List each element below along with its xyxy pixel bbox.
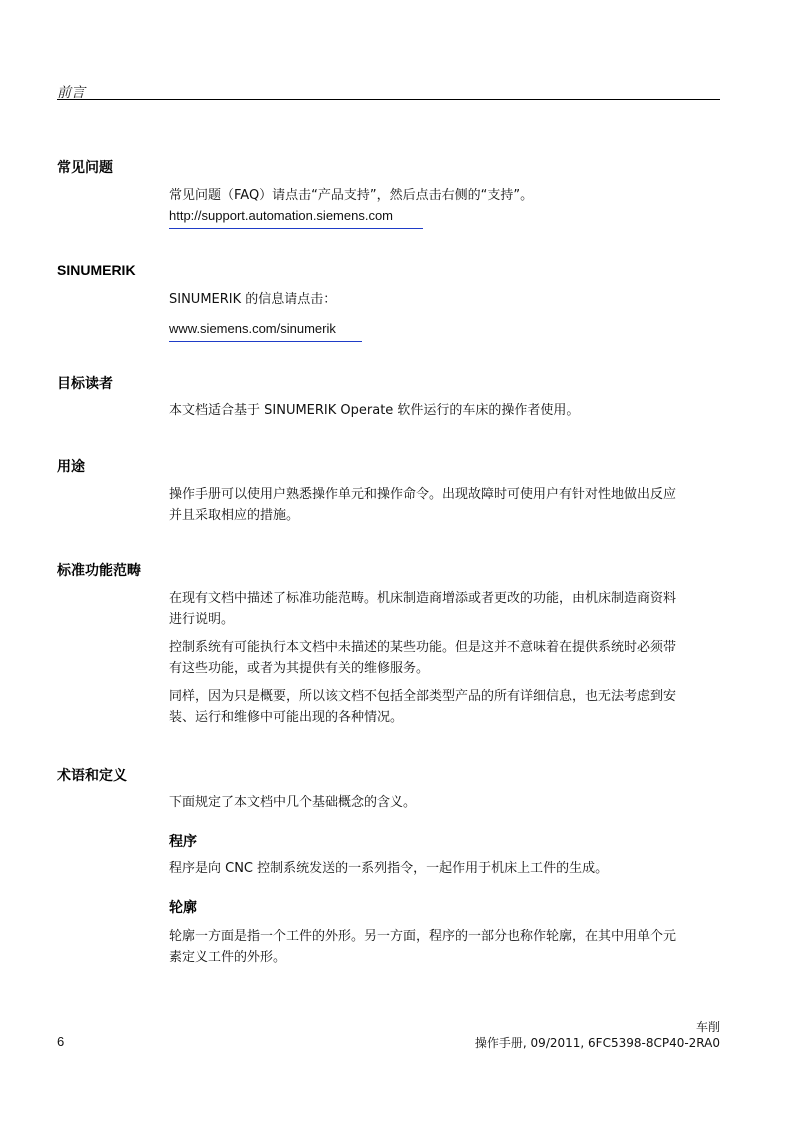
footer-product: 车削 <box>695 1020 720 1034</box>
sinumerik-text: SINUMERIK 的信息请点击： <box>169 292 337 307</box>
faq-support-link[interactable]: http://support.automation.siemens.com <box>169 207 423 229</box>
section-body-audience <box>169 400 721 421</box>
section-heading-audience: 目标读者 <box>57 376 113 392</box>
subheading-contour: 轮廓 <box>169 900 197 916</box>
footer-page-number: 6 <box>57 1034 65 1049</box>
scope-p2-line-2: 有这些功能，或者为其提供有关的维修服务。 <box>169 661 430 676</box>
faq-text: 常见问题（FAQ）请点击“产品支持”，然后点击右侧的“支持”。 <box>169 188 534 203</box>
section-heading-sinumerik: SINUMERIK <box>57 262 136 278</box>
footer-document-id: 操作手册, 09/2011, 6FC5398-8CP40-2RA0 <box>474 1036 720 1050</box>
section-body-contour <box>169 926 721 968</box>
scope-p1-line-2: 进行说明。 <box>169 612 235 627</box>
section-body-sinumerik <box>169 289 721 342</box>
contour-line-1: 轮廓一方面是指一个工件的外形。另一方面，程序的一部分也称作轮廓，在其中用单个元 <box>169 929 677 944</box>
section-body-program <box>169 858 721 879</box>
scope-p2-line-1: 控制系统有可能执行本文档中未描述的某些功能。但是这并不意味着在提供系统时必须带 <box>169 640 677 655</box>
header-rule <box>57 99 720 100</box>
section-heading-terms: 术语和定义 <box>57 768 127 784</box>
section-heading-scope: 标准功能范畴 <box>57 563 141 579</box>
section-heading-purpose: 用途 <box>57 459 85 475</box>
sinumerik-link[interactable]: www.siemens.com/sinumerik <box>169 320 362 342</box>
section-body-scope <box>169 588 721 728</box>
contour-line-2: 素定义工件的外形。 <box>169 950 287 965</box>
scope-p1-line-1: 在现有文档中描述了标准功能范畴。机床制造商增添或者更改的功能，由机床制造商资料 <box>169 591 677 606</box>
section-body-terms-intro <box>169 792 721 813</box>
section-body-purpose <box>169 484 721 526</box>
running-header-title: 前言 <box>57 85 85 101</box>
scope-p3-line-1: 同样，因为只是概要，所以该文档不包括全部类型产品的所有详细信息，也无法考虑到安 <box>169 689 677 704</box>
terms-intro: 下面规定了本文档中几个基础概念的含义。 <box>169 795 417 810</box>
scope-p3-line-2: 装、运行和维修中可能出现的各种情况。 <box>169 710 404 725</box>
audience-text: 本文档适合基于 SINUMERIK Operate 软件运行的车床的操作者使用。 <box>169 403 580 418</box>
subheading-program: 程序 <box>169 834 197 850</box>
purpose-line-1: 操作手册可以使用户熟悉操作单元和操作命令。出现故障时可使用户有针对性地做出反应 <box>169 487 677 502</box>
program-text: 程序是向 CNC 控制系统发送的一系列指令，一起作用于机床上工件的生成。 <box>169 861 609 876</box>
section-body-faq <box>169 185 721 229</box>
purpose-line-2: 并且采取相应的措施。 <box>169 508 300 523</box>
section-heading-faq: 常见问题 <box>57 160 113 176</box>
